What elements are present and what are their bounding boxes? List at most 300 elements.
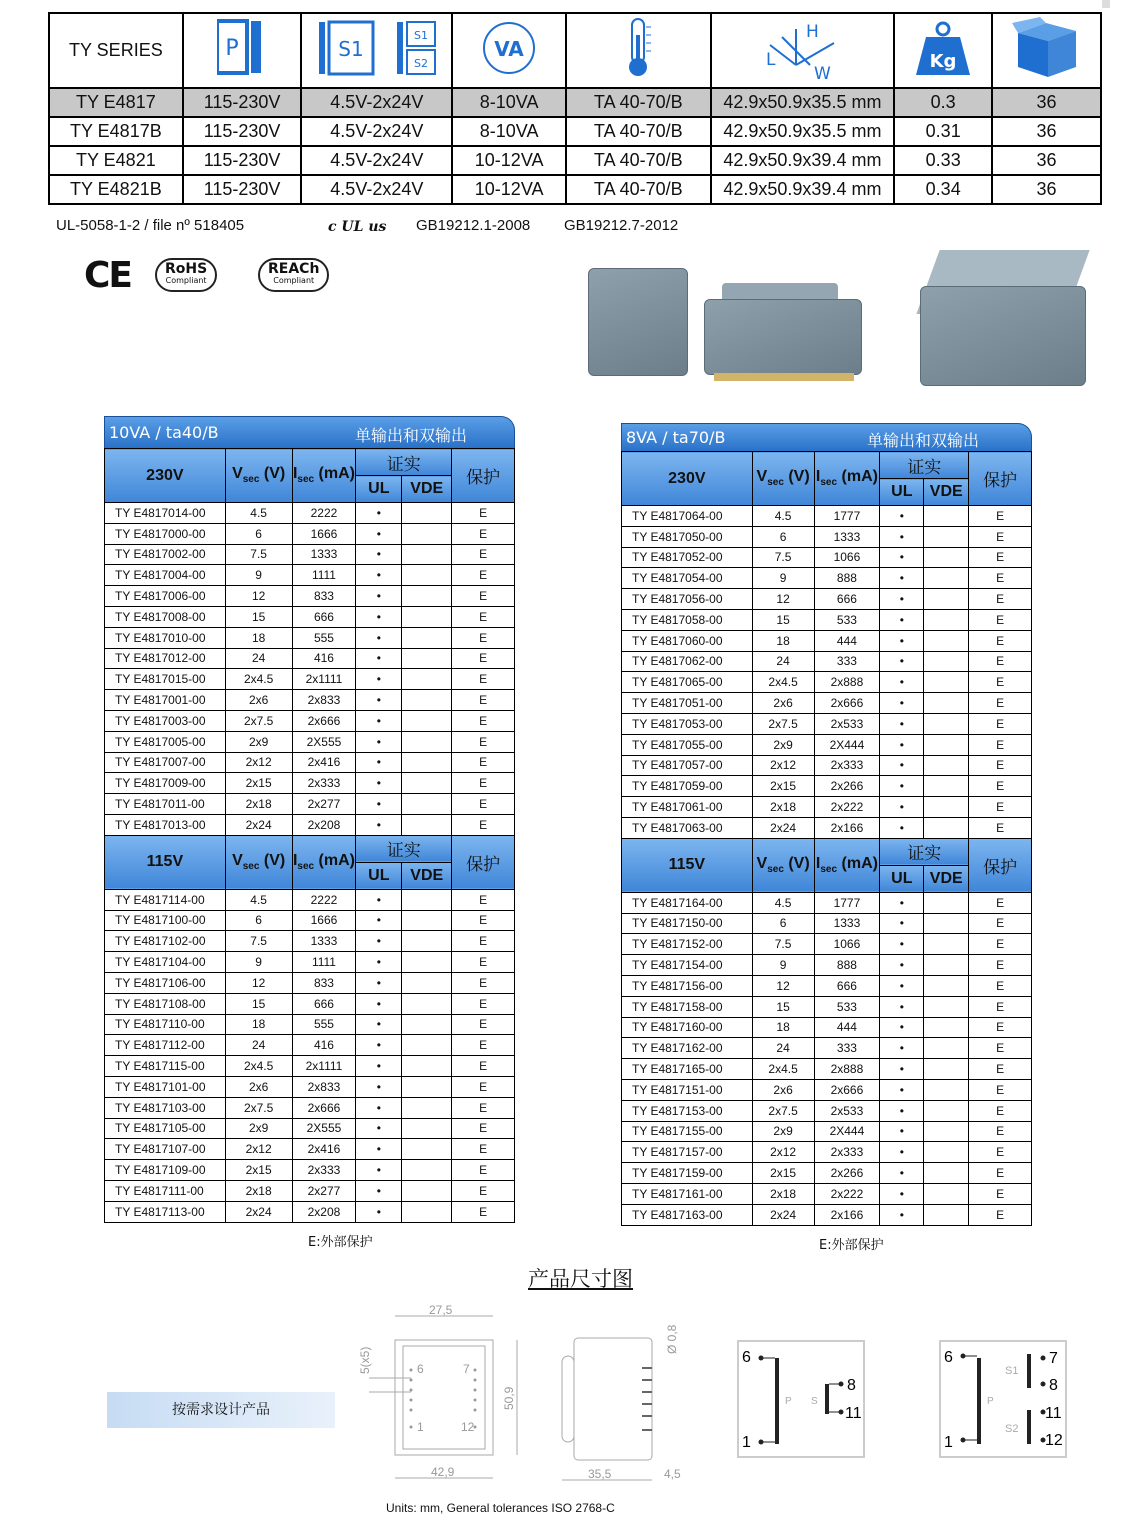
table-cell: [924, 672, 969, 693]
spec-title-left: 10VA / ta40/B: [109, 423, 219, 442]
cell: TA 40-70/B: [566, 175, 711, 204]
table-cell: 2x18: [752, 797, 814, 818]
table-cell: •: [356, 952, 402, 973]
table-cell: 2x12: [752, 755, 814, 776]
table-cell: •: [880, 1121, 924, 1142]
table-cell: •: [356, 1160, 402, 1181]
table-cell: •: [356, 910, 402, 931]
cell: 10-12VA: [452, 146, 566, 175]
table-cell: [402, 523, 452, 544]
pin-1-label: 1: [417, 1420, 424, 1434]
table-cell: E: [969, 1183, 1032, 1204]
table-cell: E: [452, 931, 515, 952]
cell: 8-10VA: [452, 88, 566, 117]
isec-header: $I_{sec}$ (mA): [292, 835, 356, 889]
table-cell: 2x9: [752, 1121, 814, 1142]
table-cell: TY E4817005-00: [105, 731, 226, 752]
table-cell: 2x333: [292, 773, 356, 794]
table-cell: 7.5: [752, 547, 814, 568]
table-cell: •: [356, 606, 402, 627]
table-cell: 2x9: [752, 734, 814, 755]
table-cell: 2x666: [814, 693, 880, 714]
series-table: [48, 12, 1102, 205]
table-cell: 2222: [292, 889, 356, 910]
table-cell: •: [880, 526, 924, 547]
table-cell: TY E4817156-00: [622, 975, 753, 996]
cell: 42.9x50.9x35.5 mm: [711, 117, 895, 146]
group-header-row: [622, 838, 1032, 865]
dim-l-text: L: [766, 50, 776, 70]
table-row: [622, 1079, 1032, 1100]
ul-header: UL: [880, 865, 924, 892]
table-cell: 18: [225, 627, 292, 648]
table-cell: 444: [814, 1017, 880, 1038]
table-cell: 1333: [814, 526, 880, 547]
protection-header: 保护: [969, 838, 1032, 892]
table-cell: E: [452, 669, 515, 690]
vsec-header: $V_{sec}$ (V): [225, 835, 292, 889]
cell: TY E4821: [49, 146, 183, 175]
table-cell: [402, 910, 452, 931]
table-cell: 2x9: [225, 1118, 292, 1139]
table-row: [105, 586, 515, 607]
table-cell: •: [880, 996, 924, 1017]
table-row: [105, 627, 515, 648]
table-cell: 2x333: [814, 1142, 880, 1163]
table-cell: 9: [225, 565, 292, 586]
table-row: [622, 630, 1032, 651]
table-cell: 2x666: [292, 1097, 356, 1118]
table-cell: •: [880, 672, 924, 693]
table-cell: 12: [225, 972, 292, 993]
table-cell: 6: [225, 910, 292, 931]
table-cell: 333: [814, 651, 880, 672]
table-row: [105, 952, 515, 973]
series-row: [49, 146, 1101, 175]
table-cell: [924, 609, 969, 630]
table-cell: E: [969, 776, 1032, 797]
table-cell: •: [880, 1059, 924, 1080]
table-cell: •: [356, 993, 402, 1014]
table-cell: E: [969, 975, 1032, 996]
table-cell: •: [356, 1097, 402, 1118]
protection-note: E:外部保护: [819, 1238, 884, 1253]
table-cell: E: [452, 731, 515, 752]
table-cell: [402, 1118, 452, 1139]
cert-header: 证实: [880, 838, 969, 865]
table-cell: E: [969, 1059, 1032, 1080]
table-row: [622, 817, 1032, 838]
vsec-header: $V_{sec}$ (V): [225, 449, 292, 503]
table-cell: TY E4817106-00: [105, 972, 226, 993]
table-cell: [402, 731, 452, 752]
table-cell: E: [969, 1079, 1032, 1100]
table-row: [622, 589, 1032, 610]
table-cell: E: [452, 1014, 515, 1035]
table-cell: TY E4817100-00: [105, 910, 226, 931]
table-cell: E: [969, 713, 1032, 734]
vde-header: VDE: [402, 862, 452, 889]
cell: 36: [992, 175, 1101, 204]
spec-table-title: [104, 416, 515, 448]
table-cell: •: [880, 1038, 924, 1059]
schematic-dual-output: [939, 1340, 1067, 1458]
cell: 42.9x50.9x35.5 mm: [711, 88, 895, 117]
table-cell: 1333: [814, 913, 880, 934]
table-cell: 2x4.5: [752, 672, 814, 693]
table-cell: [402, 1076, 452, 1097]
table-cell: •: [356, 1014, 402, 1035]
va-icon-text: VA: [494, 37, 524, 61]
table-row: [105, 814, 515, 835]
pin-6-label: 6: [417, 1362, 424, 1376]
table-cell: 2x6: [752, 1079, 814, 1100]
table-cell: TY E4817152-00: [622, 934, 753, 955]
table-cell: 2x333: [292, 1160, 356, 1181]
table-cell: [402, 889, 452, 910]
table-cell: E: [452, 814, 515, 835]
table-cell: 1111: [292, 565, 356, 586]
table-row: [105, 565, 515, 586]
table-cell: [924, 913, 969, 934]
s1-small-text: S1: [413, 29, 428, 42]
table-cell: 1666: [292, 910, 356, 931]
table-cell: •: [356, 544, 402, 565]
vsec-header: $V_{sec}$ (V): [752, 452, 814, 506]
schem2-pin-6: 6: [944, 1349, 953, 1366]
table-cell: E: [452, 1035, 515, 1056]
table-row: [622, 913, 1032, 934]
table-cell: TY E4817007-00: [105, 752, 226, 773]
group-header-row: [105, 449, 515, 476]
design-on-demand-button[interactable]: 按需求设计产品: [107, 1392, 335, 1428]
table-row: [622, 713, 1032, 734]
table-cell: TY E4817002-00: [105, 544, 226, 565]
table-cell: TY E4817014-00: [105, 503, 226, 524]
series-row: [49, 88, 1101, 117]
table-cell: •: [880, 1163, 924, 1184]
reach-text: REACh: [268, 261, 320, 277]
table-cell: •: [356, 1035, 402, 1056]
table-cell: 4.5: [752, 506, 814, 527]
table-cell: 833: [292, 972, 356, 993]
table-cell: TY E4817058-00: [622, 609, 753, 630]
table-cell: 666: [292, 606, 356, 627]
cell: TY E4821B: [49, 175, 183, 204]
table-cell: E: [452, 1097, 515, 1118]
table-cell: 2x888: [814, 1059, 880, 1080]
table-cell: E: [969, 506, 1032, 527]
table-row: [105, 503, 515, 524]
table-cell: E: [969, 547, 1032, 568]
group-voltage: 230V: [105, 449, 226, 503]
table-cell: TY E4817110-00: [105, 1014, 226, 1035]
table-cell: 2x24: [752, 817, 814, 838]
table-cell: TY E4817150-00: [622, 913, 753, 934]
table-cell: 15: [225, 993, 292, 1014]
schem2-primary-label: P: [987, 1396, 994, 1407]
table-cell: TY E4817011-00: [105, 794, 226, 815]
table-cell: E: [452, 1160, 515, 1181]
table-cell: •: [356, 773, 402, 794]
table-cell: 416: [292, 1035, 356, 1056]
group-voltage: 115V: [105, 835, 226, 889]
schem1-secondary-label: S: [811, 1396, 818, 1407]
table-cell: •: [356, 1056, 402, 1077]
table-cell: 2x833: [292, 690, 356, 711]
table-cell: •: [880, 1204, 924, 1225]
table-cell: •: [356, 1118, 402, 1139]
cell: TA 40-70/B: [566, 117, 711, 146]
table-cell: •: [880, 589, 924, 610]
table-cell: 2x208: [292, 814, 356, 835]
isec-header: $I_{sec}$ (mA): [292, 449, 356, 503]
table-cell: TY E4817053-00: [622, 713, 753, 734]
table-cell: [924, 589, 969, 610]
table-cell: E: [452, 773, 515, 794]
table-cell: E: [969, 672, 1032, 693]
table-cell: •: [880, 547, 924, 568]
table-cell: E: [969, 1038, 1032, 1059]
dim-bottom-width: 42,9: [431, 1465, 455, 1479]
table-cell: •: [880, 892, 924, 913]
cell: 0.3: [894, 88, 992, 117]
table-cell: TY E4817154-00: [622, 955, 753, 976]
table-row: [105, 690, 515, 711]
table-cell: [402, 690, 452, 711]
table-cell: 555: [292, 627, 356, 648]
table-cell: •: [356, 648, 402, 669]
table-cell: E: [452, 1139, 515, 1160]
table-cell: 2x416: [292, 1139, 356, 1160]
table-cell: E: [452, 523, 515, 544]
table-cell: •: [880, 693, 924, 714]
table-cell: E: [969, 526, 1032, 547]
table-cell: 416: [292, 648, 356, 669]
table-cell: •: [356, 690, 402, 711]
side-view-drawing: [556, 1318, 696, 1488]
table-cell: E: [969, 1204, 1032, 1225]
table-cell: TY E4817061-00: [622, 797, 753, 818]
table-cell: 888: [814, 568, 880, 589]
table-cell: [924, 892, 969, 913]
table-cell: •: [880, 568, 924, 589]
table-cell: [924, 1163, 969, 1184]
series-label: TY SERIES: [49, 13, 183, 88]
table-cell: •: [356, 565, 402, 586]
table-row: [105, 931, 515, 952]
table-cell: 18: [752, 1017, 814, 1038]
table-cell: [402, 773, 452, 794]
table-row: [622, 672, 1032, 693]
schem1-pin-6: 6: [742, 1349, 751, 1366]
table-cell: 2x666: [292, 710, 356, 731]
group-header-row: [105, 835, 515, 862]
dim-h-text: H: [806, 22, 820, 42]
table-cell: 4.5: [752, 892, 814, 913]
table-cell: TY E4817062-00: [622, 651, 753, 672]
table-cell: [402, 544, 452, 565]
table-cell: 1066: [814, 547, 880, 568]
table-cell: 1111: [292, 952, 356, 973]
table-cell: 2x222: [814, 797, 880, 818]
table-cell: E: [452, 565, 515, 586]
table-cell: [924, 776, 969, 797]
table-cell: 2x222: [814, 1183, 880, 1204]
table-cell: 2x1111: [292, 669, 356, 690]
cell: TA 40-70/B: [566, 146, 711, 175]
table-row: [622, 934, 1032, 955]
table-cell: 333: [814, 1038, 880, 1059]
table-cell: 2x888: [814, 672, 880, 693]
table-cell: 7.5: [225, 931, 292, 952]
table-cell: •: [356, 669, 402, 690]
table-cell: TY E4817055-00: [622, 734, 753, 755]
cell: 0.31: [894, 117, 992, 146]
table-cell: 2x12: [752, 1142, 814, 1163]
table-cell: [924, 996, 969, 1017]
table-cell: 2x9: [225, 731, 292, 752]
table-cell: [924, 630, 969, 651]
box-icon: [992, 13, 1101, 88]
table-cell: TY E4817114-00: [105, 889, 226, 910]
table-row: [105, 731, 515, 752]
table-cell: 2x6: [225, 1076, 292, 1097]
table-cell: 2x7.5: [752, 1100, 814, 1121]
table-cell: E: [452, 503, 515, 524]
table-cell: 1777: [814, 506, 880, 527]
dim-w-text: W: [814, 64, 832, 79]
table-cell: TY E4817013-00: [105, 814, 226, 835]
cell: 0.34: [894, 175, 992, 204]
table-cell: TY E4817153-00: [622, 1100, 753, 1121]
table-cell: TY E4817111-00: [105, 1180, 226, 1201]
table-cell: E: [969, 609, 1032, 630]
primary-icon: [183, 13, 302, 88]
table-cell: •: [356, 889, 402, 910]
table-cell: •: [356, 931, 402, 952]
table-cell: 9: [752, 955, 814, 976]
table-cell: •: [356, 731, 402, 752]
table-cell: 2x166: [814, 817, 880, 838]
table-cell: E: [969, 651, 1032, 672]
dim-pin-length: 4,5: [664, 1467, 681, 1481]
table-cell: [924, 934, 969, 955]
table-cell: •: [880, 955, 924, 976]
table-cell: TY E4817165-00: [622, 1059, 753, 1080]
weight-icon-text: Kg: [929, 51, 957, 72]
spec-title-left: 8VA / ta70/B: [626, 428, 726, 447]
table-cell: [924, 1204, 969, 1225]
table-cell: TY E4817155-00: [622, 1121, 753, 1142]
table-cell: 2X444: [814, 734, 880, 755]
dim-height: 50,9: [502, 1386, 516, 1410]
table-cell: E: [969, 797, 1032, 818]
table-cell: [402, 972, 452, 993]
table-row: [105, 648, 515, 669]
table-cell: TY E4817057-00: [622, 755, 753, 776]
reach-sub: Compliant: [273, 276, 315, 285]
table-cell: 2x666: [814, 1079, 880, 1100]
table-cell: 444: [814, 630, 880, 651]
table-cell: E: [452, 952, 515, 973]
table-cell: E: [452, 972, 515, 993]
table-cell: E: [969, 693, 1032, 714]
spec-table-title: [621, 423, 1032, 451]
table-cell: TY E4817108-00: [105, 993, 226, 1014]
table-cell: 12: [752, 589, 814, 610]
s1-icon-text: S1: [338, 37, 364, 61]
table-cell: TY E4817162-00: [622, 1038, 753, 1059]
table-cell: TY E4817113-00: [105, 1201, 226, 1222]
table-cell: 2x166: [814, 1204, 880, 1225]
pin-12-label: 12: [461, 1420, 475, 1434]
table-cell: 15: [752, 996, 814, 1017]
s2-small-text: S2: [413, 57, 428, 70]
table-cell: •: [356, 503, 402, 524]
table-cell: [924, 1079, 969, 1100]
table-cell: E: [969, 755, 1032, 776]
table-cell: E: [452, 710, 515, 731]
table-cell: [924, 1059, 969, 1080]
table-row: [105, 794, 515, 815]
table-cell: TY E4817159-00: [622, 1163, 753, 1184]
table-cell: 2x15: [752, 1163, 814, 1184]
table-row: [622, 651, 1032, 672]
table-cell: TY E4817160-00: [622, 1017, 753, 1038]
table-row: [105, 669, 515, 690]
table-cell: 4.5: [225, 503, 292, 524]
table-cell: •: [880, 1100, 924, 1121]
table-row: [622, 1183, 1032, 1204]
table-cell: 1066: [814, 934, 880, 955]
schematic-single-output: [737, 1340, 865, 1458]
table-cell: [402, 586, 452, 607]
table-cell: 2x4.5: [225, 1056, 292, 1077]
table-cell: TY E4817051-00: [622, 693, 753, 714]
table-row: [105, 972, 515, 993]
spec-title-right: 单输出和双输出: [867, 431, 980, 450]
table-cell: [924, 713, 969, 734]
table-cell: [924, 568, 969, 589]
table-cell: [402, 648, 452, 669]
table-cell: •: [880, 1183, 924, 1204]
product-photo-front: [582, 250, 694, 380]
table-row: [622, 975, 1032, 996]
table-cell: •: [880, 651, 924, 672]
table-cell: E: [452, 1180, 515, 1201]
table-cell: TY E4817157-00: [622, 1142, 753, 1163]
table-cell: E: [969, 734, 1032, 755]
table-cell: TY E4817109-00: [105, 1160, 226, 1181]
cell: TA 40-70/B: [566, 88, 711, 117]
primary-icon-text: P: [225, 36, 239, 61]
table-row: [105, 1076, 515, 1097]
table-cell: 2x6: [225, 690, 292, 711]
table-cell: 2x1111: [292, 1056, 356, 1077]
table-cell: 1777: [814, 892, 880, 913]
table-cell: TY E4817059-00: [622, 776, 753, 797]
table-cell: •: [356, 972, 402, 993]
table-cell: 12: [752, 975, 814, 996]
dimensions-title: 产品尺寸图: [528, 1267, 633, 1291]
cell: 4.5V-2x24V: [301, 146, 452, 175]
table-cell: 2x266: [814, 776, 880, 797]
table-cell: [402, 503, 452, 524]
table-cell: TY E4817052-00: [622, 547, 753, 568]
table-cell: •: [880, 630, 924, 651]
table-cell: TY E4817104-00: [105, 952, 226, 973]
